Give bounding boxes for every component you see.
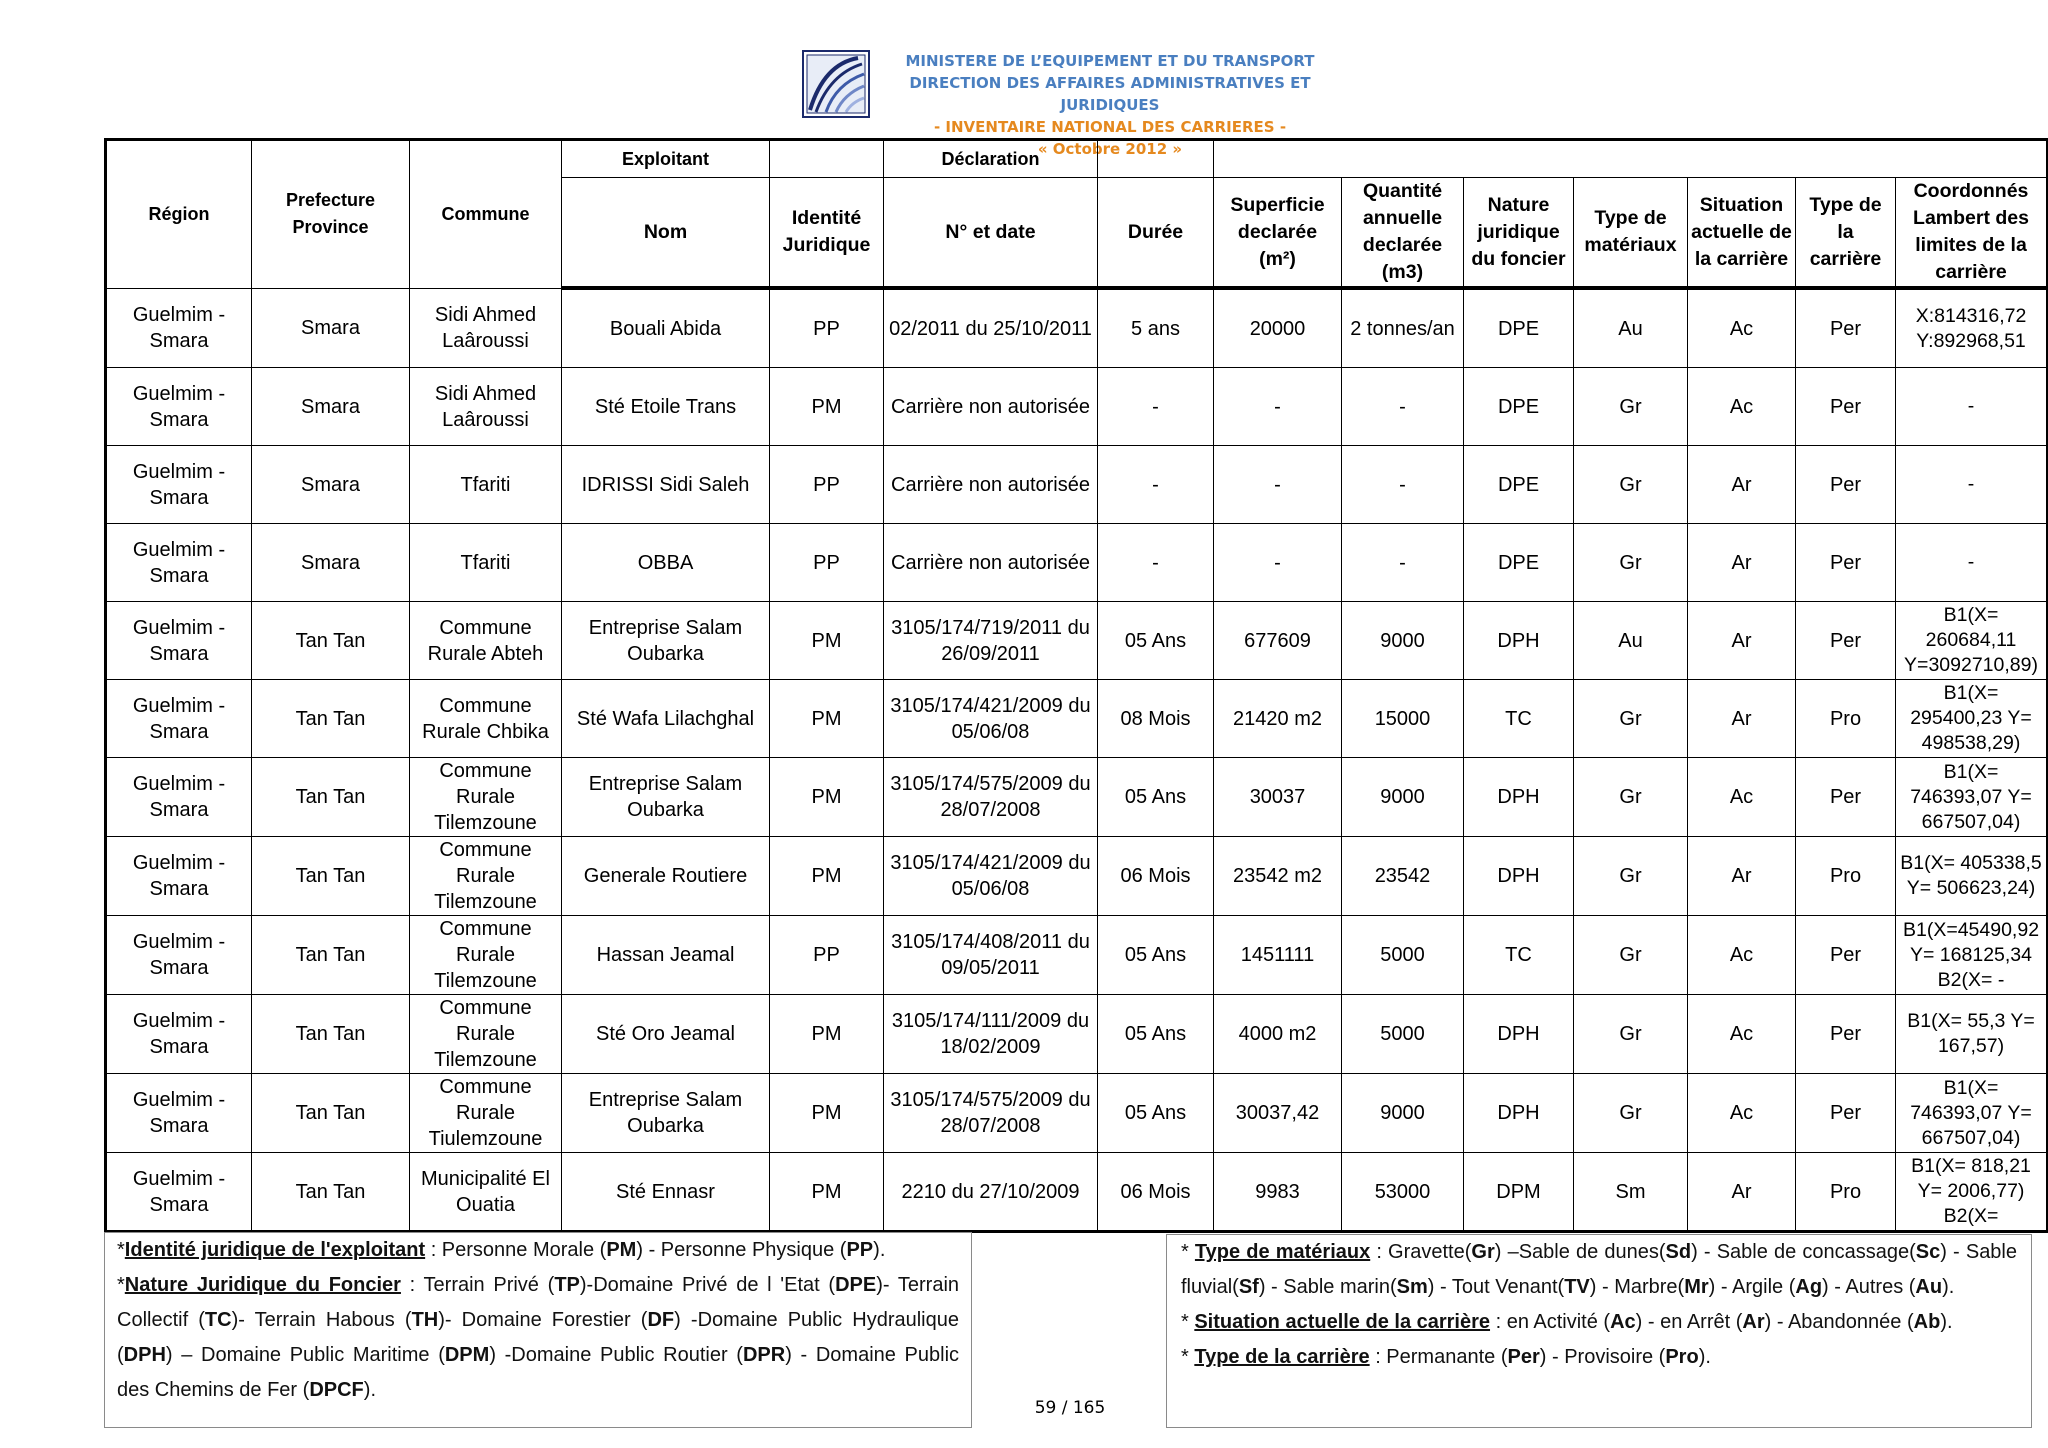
cell-type-carriere: Per — [1796, 1074, 1896, 1153]
header-situation: Situation actuelle de la carrière — [1688, 178, 1796, 289]
cell-duree: - — [1098, 524, 1214, 602]
legend-box-right — [1166, 1234, 2032, 1428]
cell-coordonnees: B1(X= 746393,07 Y= 667507,04) — [1896, 758, 2048, 837]
header-nature-foncier: Nature juridique du foncier — [1464, 178, 1574, 289]
cell-situation: Ac — [1688, 1074, 1796, 1153]
cell-nature-foncier: DPH — [1464, 1074, 1574, 1153]
cell-region: Guelmim - Smara — [106, 758, 252, 837]
cell-commune: Tfariti — [410, 524, 562, 602]
cell-superficie: - — [1214, 446, 1342, 524]
cell-type-materiaux: Gr — [1574, 995, 1688, 1074]
cell-quantite: - — [1342, 524, 1464, 602]
cell-duree: 05 Ans — [1098, 758, 1214, 837]
cell-identite: PM — [770, 1074, 884, 1153]
legend-identite: *Identité juridique de l'exploitant : Personne Morale (PM) - Personne Physique (PP). — [117, 1239, 886, 1261]
cell-commune: Sidi Ahmed Laâroussi — [410, 368, 562, 446]
cell-identite: PP — [770, 916, 884, 995]
cell-situation: Ar — [1688, 1153, 1796, 1232]
cell-identite: PM — [770, 602, 884, 680]
cell-nom: Bouali Abida — [562, 288, 770, 368]
cell-duree: 5 ans — [1098, 288, 1214, 368]
cell-nom: Hassan Jeamal — [562, 916, 770, 995]
table-body — [106, 288, 2048, 1232]
header-prefecture: Prefecture Province — [252, 140, 410, 289]
cell-prefecture: Tan Tan — [252, 837, 410, 916]
cell-quantite: 9000 — [1342, 602, 1464, 680]
cell-type-materiaux: Gr — [1574, 446, 1688, 524]
cell-quantite: 5000 — [1342, 916, 1464, 995]
cell-situation: Ac — [1688, 758, 1796, 837]
cell-numero-date: 3105/174/575/2009 du 28/07/2008 — [884, 1074, 1098, 1153]
header-group-empty — [1214, 140, 2048, 178]
cell-region: Guelmim - Smara — [106, 288, 252, 368]
legend-situation: * Situation actuelle de la carrière : en Activité (Ac) - en Arrêt (Ar) - Abandonnée (Ab). — [1181, 1311, 1953, 1333]
cell-coordonnees: B1(X= 295400,23 Y= 498538,29) — [1896, 680, 2048, 758]
legend-box-left — [104, 1232, 972, 1428]
cell-quantite: 9000 — [1342, 758, 1464, 837]
cell-region: Guelmim - Smara — [106, 995, 252, 1074]
cell-superficie: - — [1214, 368, 1342, 446]
cell-situation: Ar — [1688, 680, 1796, 758]
cell-commune: Commune Rurale Abteh — [410, 602, 562, 680]
cell-coordonnees: B1(X= 260684,11 Y=3092710,89) — [1896, 602, 2048, 680]
table-row — [106, 680, 2048, 758]
cell-numero-date: 3105/174/719/2011 du 26/09/2011 — [884, 602, 1098, 680]
header-numero-date: N° et date — [884, 178, 1098, 289]
cell-type-materiaux: Gr — [1574, 837, 1688, 916]
legend-nature-text: : Terrain Privé (TP)-Domaine Privé de l 'Etat (DPE)- Terrain Collectif (TC)- Terrain Habous (TH)- Domaine Forestier (DF) -Domaine Public Hydraulique (DPH) – Domaine Public Maritime (DPM) -Domaine Public Routier (DPR) - Domaine Public des Chemins de Fer (DPCF). — [117, 1274, 960, 1401]
header-type-carriere: Type de la carrière — [1796, 178, 1896, 289]
header-group-empty — [1098, 140, 1214, 178]
cell-numero-date: 02/2011 du 25/10/2011 — [884, 288, 1098, 368]
legend-materiaux-label: Type de matériaux — [1194, 1241, 1371, 1263]
cell-superficie: 23542 m2 — [1214, 837, 1342, 916]
cell-nom: Generale Routiere — [562, 837, 770, 916]
table-row — [106, 916, 2048, 995]
cell-region: Guelmim - Smara — [106, 837, 252, 916]
header-inventory-title: - INVENTAIRE NATIONAL DES CARRIERES - — [933, 118, 1287, 136]
cell-situation: Ar — [1688, 837, 1796, 916]
header-date: « Octobre 2012 » — [1037, 140, 1183, 158]
ministry-logo-icon — [802, 50, 870, 118]
cell-nature-foncier: DPH — [1464, 602, 1574, 680]
cell-duree: 06 Mois — [1098, 837, 1214, 916]
cell-identite: PP — [770, 288, 884, 368]
cell-nature-foncier: DPH — [1464, 995, 1574, 1074]
cell-situation: Ac — [1688, 368, 1796, 446]
cell-type-carriere: Per — [1796, 288, 1896, 368]
cell-type-carriere: Pro — [1796, 837, 1896, 916]
cell-prefecture: Tan Tan — [252, 1074, 410, 1153]
cell-type-carriere: Per — [1796, 916, 1896, 995]
cell-coordonnees: - — [1896, 446, 2048, 524]
cell-nom: IDRISSI Sidi Saleh — [562, 446, 770, 524]
cell-coordonnees: B1(X= 405338,5 Y= 506623,24) — [1896, 837, 2048, 916]
cell-duree: - — [1098, 368, 1214, 446]
header-nom: Nom — [562, 178, 770, 289]
cell-nom: Entreprise Salam Oubarka — [562, 602, 770, 680]
table-row — [106, 288, 2048, 368]
cell-nature-foncier: DPE — [1464, 524, 1574, 602]
cell-quantite: - — [1342, 446, 1464, 524]
cell-prefecture: Tan Tan — [252, 602, 410, 680]
cell-quantite: 15000 — [1342, 680, 1464, 758]
cell-type-materiaux: Au — [1574, 288, 1688, 368]
table-row — [106, 1153, 2048, 1232]
header-region: Région — [106, 140, 252, 289]
quarry-inventory-table — [104, 138, 2048, 1233]
cell-identite: PM — [770, 995, 884, 1074]
cell-type-materiaux: Gr — [1574, 1074, 1688, 1153]
cell-nature-foncier: DPE — [1464, 288, 1574, 368]
cell-type-carriere: Pro — [1796, 1153, 1896, 1232]
cell-quantite: - — [1342, 368, 1464, 446]
legend-nature: *Nature Juridique du Foncier : Terrain Privé (TP)-Domaine Privé de l 'Etat (DPE)- Terrain Collectif (TC)- Terrain Habous (TH)- Domaine Forestier (DF) -Domaine Public Hydraulique (DPH) – Domaine Public Maritime (DPM) -Domaine Public Routier (DPR) - Domaine Public des Chemins de Fer (DPCF). — [117, 1274, 960, 1401]
header-type-materiaux: Type de matériaux — [1574, 178, 1688, 289]
table-row — [106, 524, 2048, 602]
table-row — [106, 995, 2048, 1074]
cell-prefecture: Smara — [252, 368, 410, 446]
cell-region: Guelmim - Smara — [106, 368, 252, 446]
table-row — [106, 446, 2048, 524]
cell-type-carriere: Per — [1796, 995, 1896, 1074]
cell-nature-foncier: DPE — [1464, 368, 1574, 446]
cell-superficie: 1451111 — [1214, 916, 1342, 995]
table-row — [106, 602, 2048, 680]
cell-numero-date: 3105/174/408/2011 du 09/05/2011 — [884, 916, 1098, 995]
cell-nom: Entreprise Salam Oubarka — [562, 758, 770, 837]
table-row — [106, 368, 2048, 446]
cell-identite: PP — [770, 524, 884, 602]
cell-identite: PM — [770, 368, 884, 446]
cell-nom: Sté Etoile Trans — [562, 368, 770, 446]
cell-type-materiaux: Gr — [1574, 368, 1688, 446]
legend-materiaux: * Type de matériaux : Gravette(Gr) –Sable de dunes(Sd) - Sable de concassage(Sc) - Sable fluvial(Sf) - Sable marin(Sm) - Tout Venant(TV) - Marbre(Mr) - Argile (Ag) - Autres (Au). — [1181, 1241, 2018, 1298]
cell-prefecture: Smara — [252, 288, 410, 368]
cell-type-carriere: Per — [1796, 758, 1896, 837]
cell-region: Guelmim - Smara — [106, 680, 252, 758]
cell-prefecture: Tan Tan — [252, 995, 410, 1074]
cell-quantite: 53000 — [1342, 1153, 1464, 1232]
cell-duree: 05 Ans — [1098, 602, 1214, 680]
cell-type-materiaux: Gr — [1574, 680, 1688, 758]
cell-region: Guelmim - Smara — [106, 602, 252, 680]
header-group-declaration: Déclaration — [884, 140, 1098, 178]
page-number: 59 / 165 — [1034, 1398, 1106, 1418]
cell-numero-date: 3105/174/575/2009 du 28/07/2008 — [884, 758, 1098, 837]
cell-type-materiaux: Au — [1574, 602, 1688, 680]
cell-duree: 05 Ans — [1098, 916, 1214, 995]
cell-numero-date: Carrière non autorisée — [884, 368, 1098, 446]
header-ministry: MINISTERE DE L’EQUIPEMENT ET DU TRANSPORT — [905, 52, 1315, 70]
cell-nature-foncier: DPH — [1464, 758, 1574, 837]
cell-superficie: - — [1214, 524, 1342, 602]
cell-numero-date: 3105/174/421/2009 du 05/06/08 — [884, 837, 1098, 916]
cell-quantite: 5000 — [1342, 995, 1464, 1074]
header-coordonnees: Coordonnés Lambert des limites de la carrière — [1896, 178, 2048, 289]
cell-type-carriere: Per — [1796, 446, 1896, 524]
cell-nature-foncier: DPH — [1464, 837, 1574, 916]
cell-commune: Commune Rurale Chbika — [410, 680, 562, 758]
cell-type-carriere: Pro — [1796, 680, 1896, 758]
cell-commune: Commune Rurale Tilemzoune — [410, 758, 562, 837]
cell-situation: Ar — [1688, 602, 1796, 680]
cell-prefecture: Tan Tan — [252, 680, 410, 758]
cell-nom: Entreprise Salam Oubarka — [562, 1074, 770, 1153]
cell-type-carriere: Per — [1796, 524, 1896, 602]
cell-duree: 05 Ans — [1098, 1074, 1214, 1153]
cell-superficie: 4000 m2 — [1214, 995, 1342, 1074]
cell-commune: Commune Rurale Tilemzoune — [410, 995, 562, 1074]
header-quantite: Quantité annuelle declarée (m3) — [1342, 178, 1464, 289]
cell-identite: PP — [770, 446, 884, 524]
cell-type-carriere: Per — [1796, 368, 1896, 446]
header-superficie: Superficie declarée (m²) — [1214, 178, 1342, 289]
table-row — [106, 758, 2048, 837]
cell-type-materiaux: Sm — [1574, 1153, 1688, 1232]
legend-situation-text: : en Activité (Ac) - en Arrêt (Ar) - Abandonnée (Ab). — [1490, 1311, 1953, 1333]
header-group-exploitant: Exploitant — [562, 140, 770, 178]
header-identite: Identité Juridique — [770, 178, 884, 289]
legend-type-text: : Permanante (Per) - Provisoire (Pro). — [1369, 1346, 1711, 1368]
cell-identite: PM — [770, 758, 884, 837]
cell-situation: Ac — [1688, 916, 1796, 995]
legend-identite-label: Identité juridique de l'exploitant — [124, 1239, 426, 1261]
cell-duree: - — [1098, 446, 1214, 524]
cell-prefecture: Tan Tan — [252, 758, 410, 837]
cell-nature-foncier: DPE — [1464, 446, 1574, 524]
cell-prefecture: Smara — [252, 524, 410, 602]
cell-situation: Ar — [1688, 446, 1796, 524]
cell-situation: Ar — [1688, 524, 1796, 602]
cell-identite: PM — [770, 1153, 884, 1232]
cell-numero-date: 2210 du 27/10/2009 — [884, 1153, 1098, 1232]
cell-superficie: 21420 m2 — [1214, 680, 1342, 758]
cell-commune: Tfariti — [410, 446, 562, 524]
cell-superficie: 30037 — [1214, 758, 1342, 837]
cell-region: Guelmim - Smara — [106, 916, 252, 995]
cell-coordonnees: - — [1896, 368, 2048, 446]
cell-region: Guelmim - Smara — [106, 1153, 252, 1232]
cell-numero-date: Carrière non autorisée — [884, 524, 1098, 602]
cell-duree: 05 Ans — [1098, 995, 1214, 1074]
cell-superficie: 9983 — [1214, 1153, 1342, 1232]
cell-numero-date: 3105/174/111/2009 du 18/02/2009 — [884, 995, 1098, 1074]
legend-materiaux-text: : Gravette(Gr) –Sable de dunes(Sd) - Sable de concassage(Sc) - Sable fluvial(Sf) - Sable marin(Sm) - Tout Venant(TV) - Marbre(Mr) - Argile (Ag) - Autres (Au). — [1181, 1241, 2018, 1298]
cell-situation: Ac — [1688, 288, 1796, 368]
cell-coordonnees: B1(X= 55,3 Y= 167,57) — [1896, 995, 2048, 1074]
cell-nature-foncier: DPM — [1464, 1153, 1574, 1232]
cell-superficie: 30037,42 — [1214, 1074, 1342, 1153]
cell-situation: Ac — [1688, 995, 1796, 1074]
cell-coordonnees: - — [1896, 524, 2048, 602]
cell-nom: OBBA — [562, 524, 770, 602]
table-row — [106, 1074, 2048, 1153]
cell-numero-date: Carrière non autorisée — [884, 446, 1098, 524]
cell-commune: Commune Rurale Tilemzoune — [410, 916, 562, 995]
cell-duree: 06 Mois — [1098, 1153, 1214, 1232]
cell-type-carriere: Per — [1796, 602, 1896, 680]
cell-nom: Sté Wafa Lilachghal — [562, 680, 770, 758]
cell-coordonnees: B1(X=45490,92 Y= 168125,34 B2(X= - — [1896, 916, 2048, 995]
cell-type-materiaux: Gr — [1574, 758, 1688, 837]
cell-region: Guelmim - Smara — [106, 1074, 252, 1153]
legend-identite-text: : Personne Morale (PM) - Personne Physique (PP). — [425, 1239, 886, 1261]
cell-identite: PM — [770, 680, 884, 758]
header-group-empty — [770, 140, 884, 178]
cell-prefecture: Smara — [252, 446, 410, 524]
header-duree: Durée — [1098, 178, 1214, 289]
cell-superficie: 20000 — [1214, 288, 1342, 368]
cell-superficie: 677609 — [1214, 602, 1342, 680]
cell-prefecture: Tan Tan — [252, 916, 410, 995]
legend-nature-label: Nature Juridique du Foncier — [124, 1274, 401, 1296]
cell-commune: Municipalité El Ouatia — [410, 1153, 562, 1232]
cell-nom: Sté Ennasr — [562, 1153, 770, 1232]
cell-region: Guelmim - Smara — [106, 524, 252, 602]
cell-quantite: 2 tonnes/an — [1342, 288, 1464, 368]
cell-region: Guelmim - Smara — [106, 446, 252, 524]
header-commune: Commune — [410, 140, 562, 289]
legend-type: * Type de la carrière : Permanante (Per) - Provisoire (Pro). — [1181, 1346, 1711, 1368]
cell-quantite: 9000 — [1342, 1074, 1464, 1153]
cell-commune: Sidi Ahmed Laâroussi — [410, 288, 562, 368]
legend-situation-label: Situation actuelle de la carrière — [1194, 1311, 1491, 1333]
table-row — [106, 837, 2048, 916]
legend-type-label: Type de la carrière — [1194, 1346, 1370, 1368]
cell-prefecture: Tan Tan — [252, 1153, 410, 1232]
cell-coordonnees: X:814316,72 Y:892968,51 — [1896, 288, 2048, 368]
cell-quantite: 23542 — [1342, 837, 1464, 916]
cell-duree: 08 Mois — [1098, 680, 1214, 758]
cell-type-materiaux: Gr — [1574, 916, 1688, 995]
cell-nature-foncier: TC — [1464, 916, 1574, 995]
cell-commune: Commune Rurale Tiulemzoune — [410, 1074, 562, 1153]
cell-commune: Commune Rurale Tilemzoune — [410, 837, 562, 916]
cell-coordonnees: B1(X= 746393,07 Y= 667507,04) — [1896, 1074, 2048, 1153]
cell-numero-date: 3105/174/421/2009 du 05/06/08 — [884, 680, 1098, 758]
cell-type-materiaux: Gr — [1574, 524, 1688, 602]
cell-identite: PM — [770, 837, 884, 916]
cell-coordonnees: B1(X= 818,21 Y= 2006,77) B2(X= — [1896, 1153, 2048, 1232]
cell-nature-foncier: TC — [1464, 680, 1574, 758]
header-direction: DIRECTION DES AFFAIRES ADMINISTRATIVES ET JURIDIQUES — [909, 74, 1311, 114]
cell-nom: Sté Oro Jeamal — [562, 995, 770, 1074]
